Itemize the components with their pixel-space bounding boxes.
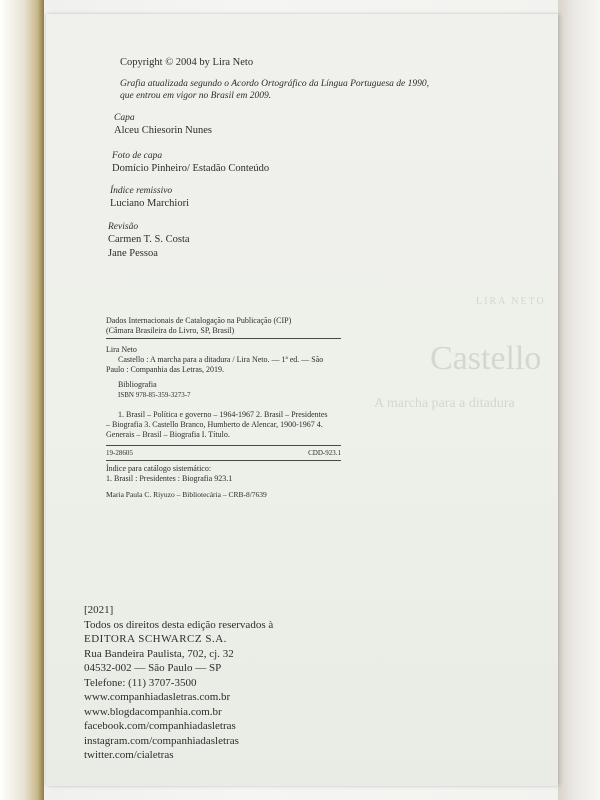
credit-name: Carmen T. S. Costa [108, 234, 190, 245]
cip-title-line: Paulo : Companhia das Letras, 2019. [106, 365, 224, 374]
credit-name: Domício Pinheiro/ Estadão Conteúdo [112, 163, 270, 174]
publisher-phone: Telefone: (11) 3707-3500 [84, 676, 197, 689]
cip-subject-line: 1. Brasil – Política e governo – 1964-1967 2. Brasil – Presidentes [118, 410, 328, 419]
credit-name: Luciano Marchiori [110, 198, 190, 209]
page-edge-shadow [558, 0, 600, 800]
orthography-note-line: que entrou em vigor no Brasil em 2009. [120, 91, 272, 101]
credit-cover [114, 112, 212, 138]
cip-index-entry: 1. Brasil : Presidentes : Biografia 923.1 [106, 474, 233, 483]
cip-bibliography: Bibliografia [118, 380, 157, 389]
publisher-link: instagram.com/companhiadasletras [84, 734, 239, 747]
show-through-title: Castello [430, 340, 542, 377]
credit-revision [108, 221, 190, 261]
cip-title-line: Castello : A marcha para a ditadura / Lira Neto. — 1ª ed. — São [118, 355, 324, 364]
publisher-link: www.companhiadasletras.com.br [84, 691, 231, 703]
cip-divider [106, 338, 341, 339]
credit-cover-photo [112, 150, 269, 176]
show-through-author: LIRA NETO [476, 296, 546, 307]
cip-divider [106, 445, 341, 446]
orthography-note [120, 78, 429, 102]
publisher-link: www.blogdacompanhia.com.br [84, 705, 222, 718]
publisher-address: Rua Bandeira Paulista, 702, cj. 32 [84, 647, 234, 660]
cip-control-number: 19-28605 [106, 449, 133, 457]
orthography-note-line: Grafia atualizada segundo o Acordo Ortográfico da Língua Portuguesa de 1990, [120, 79, 430, 89]
cip-subject-line: Generais – Brasil – Biografia I. Título. [106, 430, 230, 439]
credit-index [110, 185, 189, 211]
credit-name: Alceu Chiesorin Nunes [114, 125, 212, 136]
publisher-rights: Todos os direitos desta edição reservados à [84, 618, 274, 631]
publisher-city: 04532-002 — São Paulo — SP [84, 662, 222, 674]
publisher-link: twitter.com/cialetras [84, 749, 174, 761]
cip-header-line: Dados Internacionais de Catalogação na Publicação (CIP) [106, 316, 292, 325]
cip-divider [106, 460, 341, 461]
credit-label: Revisão [108, 222, 139, 232]
cip-index-label: Índice para catálogo sistemático: [106, 464, 212, 473]
cip-author: Lira Neto [106, 345, 137, 354]
cip-number-row [106, 448, 341, 458]
cip-subject-line: – Biografia 3. Castello Branco, Humberto de Alencar, 1900-1967 4. [106, 420, 323, 429]
cip-isbn: ISBN 978-85-359-3273-7 [118, 391, 191, 399]
publisher-block [84, 603, 273, 763]
book-page [46, 14, 558, 786]
cip-catalog-block [106, 316, 341, 500]
publisher-name: EDITORA SCHWARCZ S.A. [84, 633, 227, 645]
copyright-line: Copyright © 2004 by Lira Neto [120, 57, 254, 68]
publisher-link: facebook.com/companhiadasletras [84, 720, 236, 732]
credit-label: Foto de capa [112, 151, 163, 161]
cip-header-line: (Câmara Brasileira do Livro, SP, Brasil) [106, 326, 235, 335]
publisher-year: [2021] [84, 604, 114, 616]
book-spine-edge [0, 0, 44, 800]
credit-name: Jane Pessoa [108, 248, 158, 259]
cip-librarian: Maria Paula C. Riyuzo – Bibliotecária – CRB-8/7639 [106, 490, 267, 499]
show-through-subtitle: A marcha para a ditadura [374, 396, 515, 411]
credit-label: Capa [114, 113, 135, 123]
cip-cdd-number: CDD-923.1 [308, 449, 341, 457]
credit-label: Índice remissivo [110, 186, 173, 196]
